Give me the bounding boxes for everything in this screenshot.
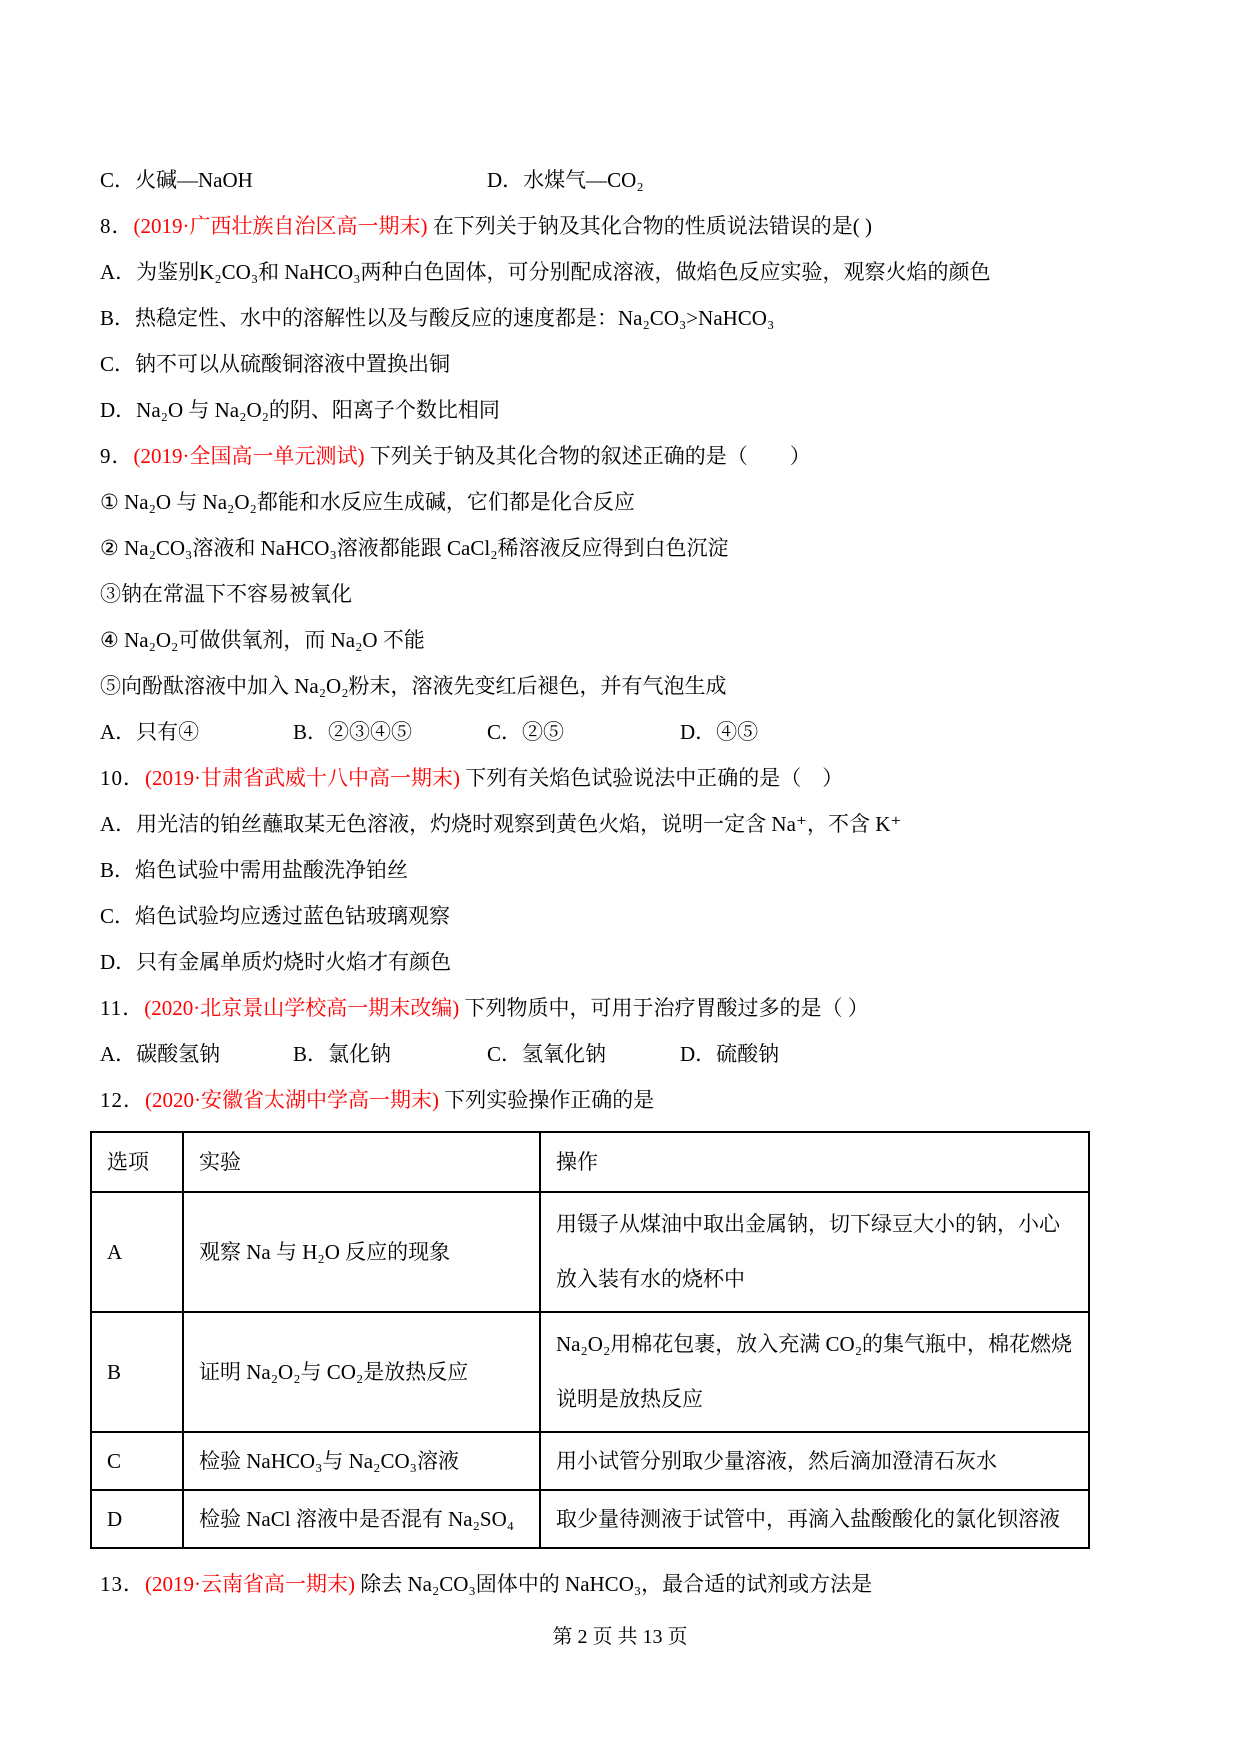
q9-stem-text: 下列关于钠及其化合物的叙述正确的是（ ） (364, 444, 811, 468)
q9-number: 9． (100, 444, 134, 468)
question-12-stem (100, 1077, 1160, 1123)
q9-statement-2: ② Na₂CO₃溶液和 NaHCO₃溶液都能跟 CaCl₂稀溶液反应得到白色沉淀 (100, 536, 729, 560)
q8-source: (2019·广西壮族自治区高一期末) (133, 214, 428, 238)
q7-option-c: C．火碱—NaOH (100, 168, 253, 192)
q11-option-b: B．氯化钠 (293, 1042, 392, 1066)
q8-option-a: A．为鉴别K₂CO₃和 NaHCO₃两种白色固体，可分别配成溶液，做焰色反应实验，观察火焰的颜色 (100, 260, 991, 284)
q13-source: (2019·云南省高一期末) (145, 1572, 355, 1596)
row-d-experiment: 检验 NaCl 溶液中是否混有 Na₂SO₄ (183, 1490, 540, 1548)
q8-stem-text: 在下列关于钠及其化合物的性质说法错误的是( ) (427, 214, 872, 238)
q8-number: 8． (100, 214, 134, 238)
row-c-option: C (91, 1432, 183, 1490)
row-b-option: B (91, 1312, 183, 1432)
q12-number: 12． (100, 1088, 145, 1112)
q11-options-row (100, 1031, 1160, 1077)
q10-stem-text: 下列有关焰色试验说法中正确的是（ ） (459, 766, 844, 790)
q10-option-c: C．焰色试验均应透过蓝色钴玻璃观察 (100, 904, 451, 928)
question-11-stem (100, 985, 1160, 1031)
row-b-experiment: 证明 Na₂O₂与 CO₂是放热反应 (183, 1312, 540, 1432)
q9-option-b: B．②③④⑤ (293, 720, 413, 744)
row-c-experiment: 检验 NaHCO₃与 Na₂CO₃溶液 (183, 1432, 540, 1490)
row-a-experiment: 观察 Na 与 H₂O 反应的现象 (183, 1192, 540, 1312)
q10-option-d: D．只有金属单质灼烧时火焰才有颜色 (100, 950, 452, 974)
question-13-stem (100, 1561, 1160, 1607)
q11-stem-text: 下列物质中，可用于治疗胃酸过多的是（ ） (459, 996, 869, 1020)
header-experiment: 实验 (183, 1132, 540, 1192)
question-10-stem (100, 755, 1160, 801)
q9-statement-4: ④ Na₂O₂可做供氧剂，而 Na₂O 不能 (100, 628, 425, 652)
row-a-option: A (91, 1192, 183, 1312)
question-8-stem (100, 203, 1160, 249)
header-operation: 操作 (540, 1132, 1089, 1192)
row-d-option: D (91, 1490, 183, 1548)
row-d-operation: 取少量待测液于试管中，再滴入盐酸酸化的氯化钡溶液 (540, 1490, 1089, 1548)
q10-option-a: A．用光洁的铂丝蘸取某无色溶液，灼烧时观察到黄色火焰，说明一定含 Na⁺，不含 K⁺ (100, 812, 902, 836)
q9-source: (2019·全国高一单元测试) (133, 444, 365, 468)
q10-number: 10． (100, 766, 145, 790)
q11-number: 11． (100, 996, 145, 1020)
q9-options-row (100, 709, 1160, 755)
table-row-a (91, 1192, 1089, 1312)
q10-source: (2019·甘肃省武威十八中高一期末) (145, 766, 460, 790)
q11-source: (2020·北京景山学校高一期末改编) (144, 996, 460, 1020)
table-row-c (91, 1432, 1089, 1490)
table-row-b (91, 1312, 1089, 1432)
q8-option-d: D．Na₂O 与 Na₂O₂的阴、阳离子个数比相同 (100, 398, 500, 422)
q9-option-d: D．④⑤ (680, 720, 759, 744)
row-a-operation: 用镊子从煤油中取出金属钠，切下绿豆大小的钠，小心放入装有水的烧杯中 (540, 1192, 1089, 1312)
table-header-row (91, 1132, 1089, 1192)
q9-statement-3: ③钠在常温下不容易被氧化 (100, 582, 352, 606)
q8-option-b: B．热稳定性、水中的溶解性以及与酸反应的速度都是：Na₂CO₃>NaHCO₃ (100, 306, 775, 330)
q12-experiment-table (90, 1131, 1090, 1549)
row-c-operation: 用小试管分别取少量溶液，然后滴加澄清石灰水 (540, 1432, 1089, 1490)
page-footer: 第 2 页 共 13 页 (552, 1626, 688, 1648)
q12-stem-text: 下列实验操作正确的是 (438, 1088, 655, 1112)
q13-number: 13． (100, 1572, 145, 1596)
q11-option-a: A．碳酸氢钠 (100, 1042, 221, 1066)
q11-option-d: D．硫酸钠 (680, 1042, 780, 1066)
q10-option-b: B．焰色试验中需用盐酸洗净铂丝 (100, 858, 409, 882)
q7-option-d: D．水煤气—CO₂ (487, 168, 644, 192)
q9-option-a: A．只有④ (100, 720, 200, 744)
q13-stem-text: 除去 Na₂CO₃固体中的 NaHCO₃，最合适的试剂或方法是 (354, 1572, 873, 1596)
q9-option-c: C．②⑤ (487, 720, 565, 744)
q8-option-c: C．钠不可以从硫酸铜溶液中置换出铜 (100, 352, 451, 376)
q11-option-c: C．氢氧化钠 (487, 1042, 607, 1066)
q9-statement-5: ⑤向酚酞溶液中加入 Na₂O₂粉末，溶液先变红后褪色，并有气泡生成 (100, 674, 727, 698)
question-9-stem (100, 433, 1160, 479)
q7-options-row (100, 157, 1160, 203)
table-row-d (91, 1490, 1089, 1548)
q12-source: (2020·安徽省太湖中学高一期末) (145, 1088, 439, 1112)
row-b-operation: Na₂O₂用棉花包裹，放入充满 CO₂的集气瓶中，棉花燃烧说明是放热反应 (540, 1312, 1089, 1432)
header-option: 选项 (91, 1132, 183, 1192)
q9-statement-1: ① Na₂O 与 Na₂O₂都能和水反应生成碱，它们都是化合反应 (100, 490, 635, 514)
